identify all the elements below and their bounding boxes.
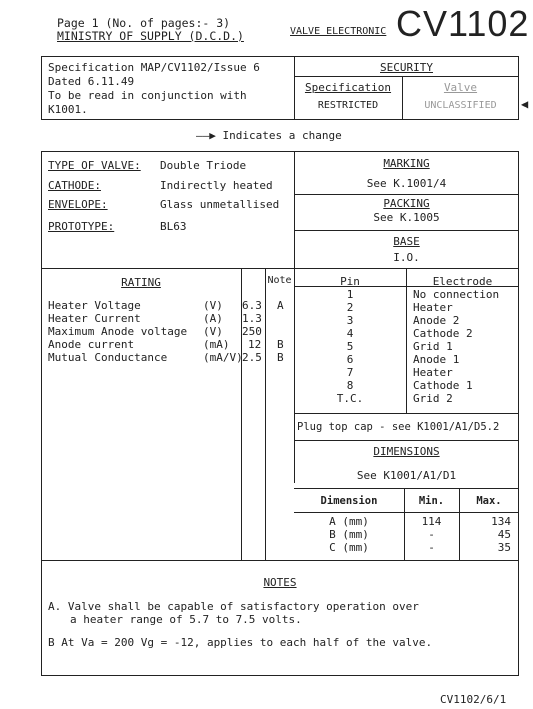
base-value: I.O. <box>393 251 420 264</box>
rating-name: Heater Current <box>48 312 141 325</box>
marking-value: See K.1001/4 <box>366 177 447 190</box>
pin-row <box>294 380 519 393</box>
security-spec-head: Specification <box>304 81 392 94</box>
type-label: TYPE OF VALVE: <box>48 159 141 172</box>
envelope-value: Glass unmetallised <box>160 198 280 211</box>
rating-unit: (mA/V) <box>203 351 243 364</box>
max-col-head: Max. <box>476 495 502 507</box>
pin-row <box>294 328 519 341</box>
security-title: SECURITY <box>380 61 433 74</box>
dimension-rows <box>294 516 519 555</box>
base-title: BASE <box>393 235 420 248</box>
type-value: Double Triode <box>160 159 247 172</box>
prototype-value: BL63 <box>160 220 187 233</box>
change-indicator <box>196 130 342 142</box>
note-b: B At Va = 200 Vg = -12, applies to each half of the valve. <box>48 636 433 649</box>
valve-electronic-label: VALVE ELECTRONIC <box>290 26 387 37</box>
pin-number: T.C. <box>336 392 364 405</box>
rating-unit: (A) <box>203 312 223 325</box>
rating-unit: (V) <box>203 325 223 338</box>
min-col-head: Min. <box>418 495 445 507</box>
dimension-row <box>294 529 519 542</box>
spec-conjunction: To be read in conjunction with <box>48 89 247 102</box>
rating-name: Maximum Anode voltage <box>48 325 188 338</box>
security-valve-head: Valve <box>443 81 478 94</box>
rating-unit: (mA) <box>203 338 230 351</box>
rating-note: B <box>277 351 284 364</box>
plug-top-cap-note: Plug top cap - see K1001/A1/D5.2 <box>297 421 500 433</box>
rating-value: 1.3 <box>242 312 262 325</box>
pin-row <box>294 367 519 380</box>
dimension-max: 134 <box>491 515 511 528</box>
spec-number: Specification MAP/CV1102/Issue 6 <box>48 61 260 74</box>
note-a-line1: A. Valve shall be capable of satisfactory operation over <box>48 600 419 613</box>
ministry-line: MINISTRY OF SUPPLY (D.C.D.) <box>57 29 244 43</box>
pin-electrode: Anode 1 <box>413 353 460 366</box>
rating-note: B <box>277 338 284 351</box>
dimensions-ref: See K1001/A1/D1 <box>356 469 457 482</box>
security-spec-value: RESTRICTED <box>317 100 379 111</box>
pin-rows <box>294 289 519 406</box>
pin-number: 2 <box>346 301 354 314</box>
pin-number: 3 <box>346 314 354 327</box>
pin-electrode: Cathode 2 <box>413 327 473 340</box>
pin-number: 7 <box>346 366 354 379</box>
rating-value: 6.3 <box>242 299 262 312</box>
pin-row <box>294 289 519 302</box>
dimension-max: 45 <box>497 528 511 541</box>
pin-electrode: No connection <box>413 288 500 301</box>
rating-name: Anode current <box>48 338 135 351</box>
change-arrow-icon: ◀ <box>521 97 529 111</box>
spec-ref: K1001. <box>48 103 88 116</box>
pin-number: 8 <box>346 379 354 392</box>
electrode-title: Electrode <box>432 275 493 288</box>
rating-unit: (V) <box>203 299 223 312</box>
pin-row <box>294 302 519 315</box>
pin-row <box>294 354 519 367</box>
dimension-min: 114 <box>421 515 442 528</box>
pin-row <box>294 393 519 406</box>
rating-name: Heater Voltage <box>48 299 141 312</box>
dimension-name: B (mm) <box>329 528 369 541</box>
dimensions-title: DIMENSIONS <box>373 445 440 458</box>
pin-electrode: Heater <box>413 301 453 314</box>
rating-value: 2.5 <box>242 351 262 364</box>
pin-row <box>294 341 519 354</box>
packing-title: PACKING <box>383 197 430 210</box>
dimension-row <box>294 542 519 555</box>
note-a-line2: a heater range of 5.7 to 7.5 volts. <box>70 613 302 626</box>
cathode-label: CATHODE: <box>48 179 101 192</box>
packing-value: See K.1005 <box>373 211 440 224</box>
pin-electrode: Grid 1 <box>413 340 453 353</box>
dimension-name: A (mm) <box>329 515 369 528</box>
pin-number: 5 <box>346 340 354 353</box>
footer-ref: CV1102/6/1 <box>440 693 507 706</box>
envelope-label: ENVELOPE: <box>48 198 108 211</box>
pin-electrode: Cathode 1 <box>413 379 473 392</box>
rating-value: 12 <box>248 338 262 351</box>
cathode-value: Indirectly heated <box>160 179 273 192</box>
pin-row <box>294 315 519 328</box>
pin-electrode: Heater <box>413 366 453 379</box>
pin-electrode: Anode 2 <box>413 314 460 327</box>
pin-title: Pin <box>340 275 360 288</box>
rating-name: Mutual Conductance <box>48 351 168 364</box>
dimension-min: - <box>428 528 435 541</box>
notes-title: NOTES <box>263 576 297 589</box>
dimension-name: C (mm) <box>329 541 369 554</box>
dimension-max: 35 <box>497 541 511 554</box>
pin-electrode: Grid 2 <box>413 392 453 405</box>
prototype-label: PROTOTYPE: <box>48 220 115 233</box>
dimension-min: - <box>428 541 435 554</box>
page-count: Page 1 (No. of pages:- 3) <box>57 16 231 30</box>
spec-date: Dated 6.11.49 <box>48 75 135 88</box>
pin-number: 6 <box>346 353 354 366</box>
rating-title: RATING <box>121 276 161 289</box>
rating-note: A <box>277 299 284 312</box>
marking-title: MARKING <box>383 157 430 170</box>
rating-value: 250 <box>242 325 262 338</box>
note-column-title: Note <box>267 275 292 286</box>
security-valve-value: UNCLASSIFIED <box>424 100 497 111</box>
valve-number: CV1102 <box>396 3 530 44</box>
pin-number: 1 <box>346 288 354 301</box>
arrow-right-icon: ——▶ <box>196 129 216 142</box>
dimension-row <box>294 516 519 529</box>
pin-number: 4 <box>346 327 354 340</box>
dimension-col-head: Dimension <box>320 495 378 507</box>
change-note: Indicates a change <box>222 129 342 142</box>
